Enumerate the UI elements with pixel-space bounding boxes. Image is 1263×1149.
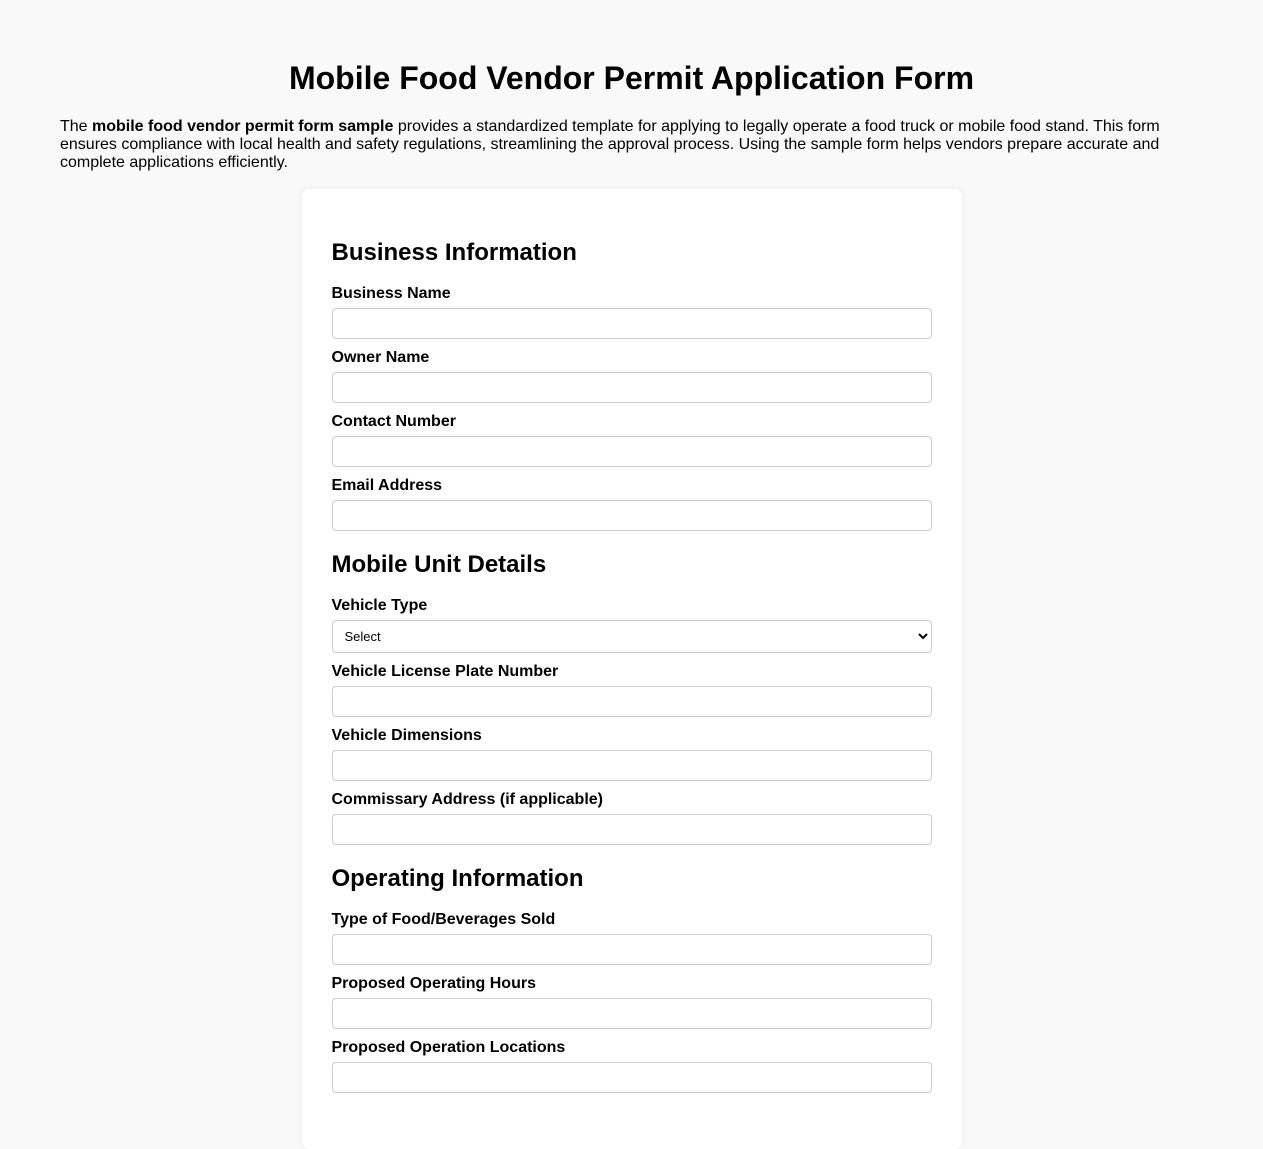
vehicle-dimensions-label: Vehicle Dimensions: [331, 727, 482, 744]
intro-paragraph: The mobile food vendor permit form sample provides a standardized template for applying to legally operate a food truck or mobile food stand. This form ensures compliance with local health and safety regulations, streamlining the approval process. Using the sample form helps vendors prepare accurate and complete applications efficiently.: [60, 118, 1160, 171]
commissary-address-label: Commissary Address (if applicable): [331, 791, 603, 808]
section-heading-business: Business Information: [331, 239, 577, 266]
vehicle-type-label: Vehicle Type: [331, 597, 428, 614]
operating-hours-input[interactable]: [332, 998, 932, 1029]
section-heading-mobile-unit: Mobile Unit Details: [331, 551, 547, 578]
page-title: Mobile Food Vendor Permit Application Form: [288, 60, 975, 96]
form-card: [302, 189, 962, 1149]
operating-hours-label: Proposed Operating Hours: [331, 975, 536, 992]
food-type-input[interactable]: [332, 934, 932, 965]
operation-locations-label: Proposed Operation Locations: [331, 1039, 566, 1056]
commissary-address-input[interactable]: [332, 814, 932, 845]
vehicle-dimensions-input[interactable]: [332, 750, 932, 781]
owner-name-label: Owner Name: [331, 349, 430, 366]
business-name-label: Business Name: [331, 285, 451, 302]
section-heading-operating: Operating Information: [331, 865, 584, 892]
contact-number-input[interactable]: [332, 436, 932, 467]
email-address-input[interactable]: [332, 500, 932, 531]
email-address-label: Email Address: [331, 477, 443, 494]
vehicle-type-select[interactable]: [332, 620, 932, 653]
contact-number-label: Contact Number: [331, 413, 456, 430]
license-plate-label: Vehicle License Plate Number: [331, 663, 559, 680]
license-plate-input[interactable]: [332, 686, 932, 717]
food-type-label: Type of Food/Beverages Sold: [331, 911, 556, 928]
owner-name-input[interactable]: [332, 372, 932, 403]
business-name-input[interactable]: [332, 308, 932, 339]
intro-bold: mobile food vendor permit form sample: [92, 118, 394, 135]
operation-locations-input[interactable]: [332, 1062, 932, 1093]
